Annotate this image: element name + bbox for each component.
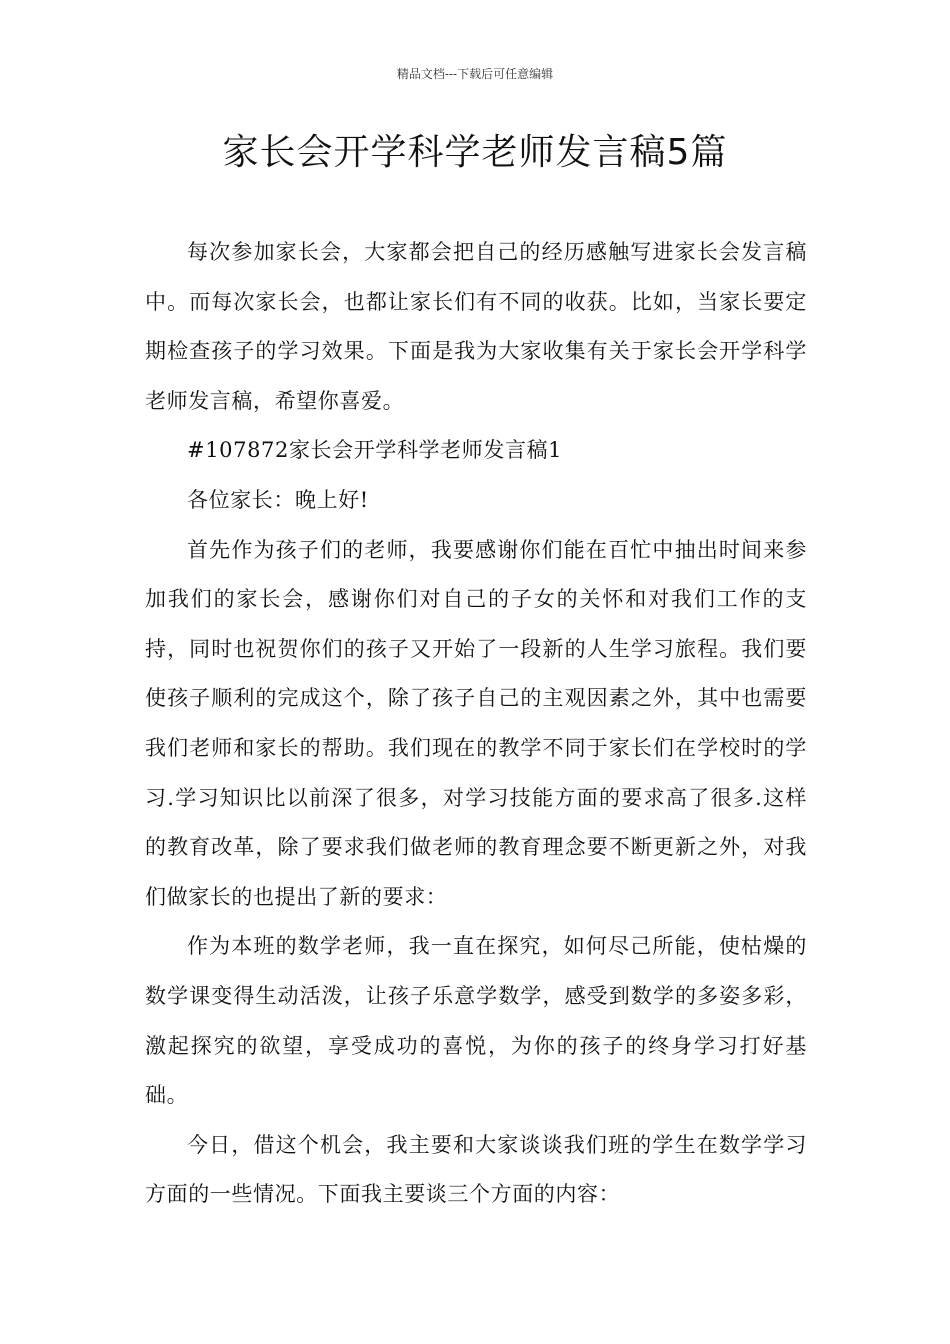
page-header: 精品文档---下载后可任意编辑	[396, 67, 554, 81]
paragraph-math-teacher: 作为本班的数学老师，我一直在探究，如何尽己所能，使枯燥的数学课变得生动活泼，让孩子乐意学数学，感受到数学的多姿多彩，激起探究的欲望，享受成功的喜悦，为你的孩子的终身学习打好基础。	[145, 934, 807, 1108]
paragraph-thanks: 首先作为孩子们的老师，我要感谢你们能在百忙中抽出时间来参加我们的家长会，感谢你们对自己的子女的关怀和对我们工作的支持，同时也祝贺你们的孩子又开始了一段新的人生学习旅程。我们要使孩子顺利的完成这个，除了孩子自己的主观因素之外，其中也需要我们老师和家长的帮助。我们现在的教学不同于家长们在学校时的学习.学习知识比以前深了很多，对学习技能方面的要求高了很多.这样的教育改革，除了要求我们做老师的教育理念要不断更新之外，对我们做家长的也提出了新的要求：	[145, 537, 807, 909]
paragraph-greeting: 各位家长：晚上好!	[187, 487, 369, 512]
document-title: 家长会开学科学老师发言稿5篇	[222, 132, 728, 173]
paragraph-section-heading: #107872家长会开学科学老师发言稿1	[187, 438, 563, 463]
document-body	[145, 228, 807, 1220]
paragraph-intro: 每次参加家长会，大家都会把自己的经历感触写进家长会发言稿中。而每次家长会，也都让家长们有不同的收获。比如，当家长要定期检查孩子的学习效果。下面是我为大家收集有关于家长会开学科学老师发言稿，希望你喜爱。	[145, 240, 807, 413]
paragraph-today: 今日，借这个机会，我主要和大家谈谈我们班的学生在数学学习方面的一些情况。下面我主要谈三个方面的内容：	[145, 1132, 807, 1207]
